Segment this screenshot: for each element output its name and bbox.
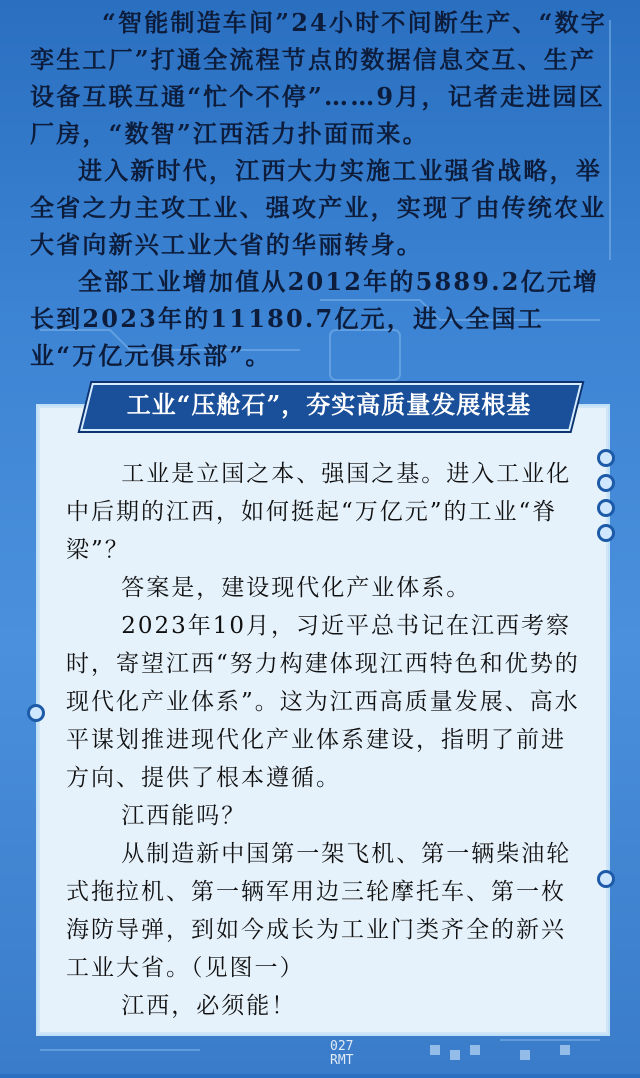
footer-code-letters: RMT <box>330 1053 354 1068</box>
panel-text <box>66 455 586 1025</box>
panel-dot-icon <box>597 499 615 517</box>
body-paragraph-4: 江西能吗？ <box>121 803 247 829</box>
section-title: 工业“压舱石”，夯实高质量发展根基 <box>126 390 532 419</box>
intro-paragraph-1: “智能制造车间”24小时不间断生产、“数字孪生工厂”打通全流程节点的数据信息交互、生产设备互联互通“忙个不停”……9月，记者走进园区厂房，“数智”江西活力扑面而来。 <box>30 8 608 148</box>
panel-dot-icon <box>597 449 615 467</box>
panel-dot-icon <box>597 524 615 542</box>
body-paragraph-1: 工业是立国之本、强国之基。进入工业化中后期的江西，如何挺起“万亿元”的工业“脊梁”？ <box>66 461 572 563</box>
intro-paragraph-2: 进入新时代，江西大力实施工业强省战略，举全省之力主攻工业、强攻产业，实现了由传统农业大省向新兴工业大省的华丽转身。 <box>30 156 607 259</box>
body-paragraph-6: 江西，必须能！ <box>121 993 297 1019</box>
panel-dot-icon <box>597 870 615 888</box>
body-paragraph-3: 2023年10月，习近平总书记在江西考察时，寄望江西“努力构建体现江西特色和优势的现代化产业体系”。这为江西高质量发展、高水平谋划推进现代化产业体系建设，指明了前进方向、提供了根本遵循。 <box>66 613 580 791</box>
intro-text <box>30 4 612 374</box>
footer-code-number: 027 <box>330 1039 354 1054</box>
body-paragraph-5: 从制造新中国第一架飞机、第一辆柴油轮式拖拉机、第一辆军用边三轮摩托车、第一枚海防导弹，到如今成长为工业门类齐全的新兴工业大省。（见图一） <box>66 841 572 981</box>
panel-dot-icon <box>27 704 45 722</box>
panel-dot-icon <box>597 474 615 492</box>
footer-code <box>330 1040 353 1068</box>
intro-paragraph-3: 全部工业增加值从2012年的5889.2亿元增长到2023年的11180.7亿元，进入全国工业“万亿元俱乐部”。 <box>30 267 600 370</box>
body-paragraph-2: 答案是，建设现代化产业体系。 <box>121 575 472 601</box>
